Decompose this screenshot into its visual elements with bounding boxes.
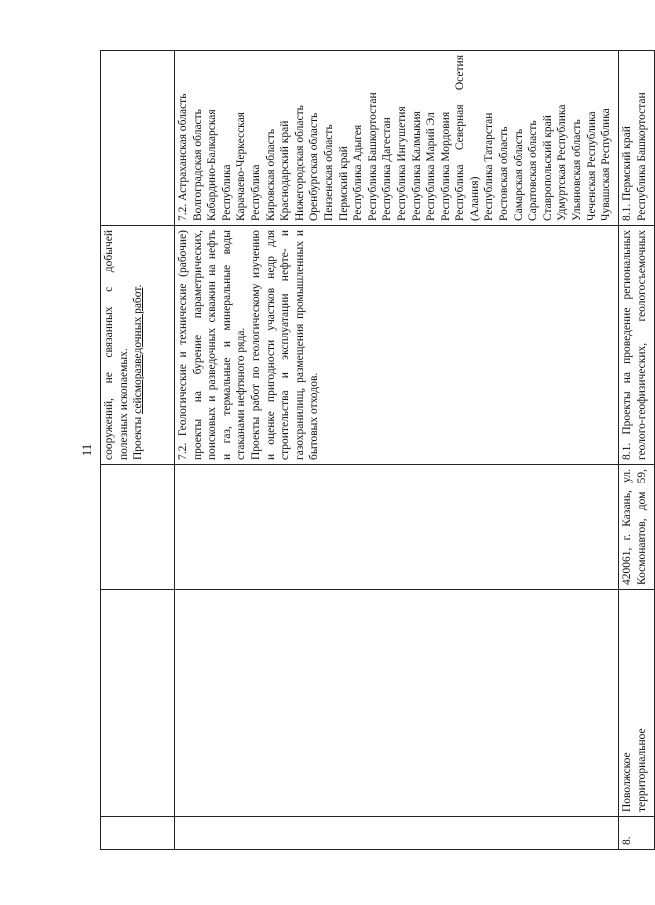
- region-item: Удмуртская Республика: [556, 104, 569, 221]
- cell-name: [101, 590, 175, 817]
- table-row: [101, 51, 175, 850]
- cell-regions: [175, 51, 619, 226]
- seismic-works-line: [131, 230, 146, 460]
- activity-line: стаканами нефтяного ряда.: [235, 327, 248, 460]
- activity-line: 8.1. Проекты на проведение региональных: [621, 230, 633, 460]
- address-line: 420061, г. Казань, ул.: [621, 469, 633, 585]
- region-item: Республика: [249, 164, 262, 221]
- region-item: Республика Ингушетия: [395, 106, 408, 221]
- address-line: Космонавтов, дом 59,: [635, 469, 648, 585]
- table-row: [175, 51, 619, 850]
- cell-activities: [619, 226, 655, 465]
- region-item: Республика Марий Эл: [425, 112, 438, 221]
- cell-activities: [175, 226, 619, 465]
- organization-name-line: Поволжское: [621, 752, 633, 812]
- cell-regions: [619, 51, 655, 226]
- region-item: Пермский край: [337, 146, 350, 221]
- region-item: Чеченская Республика: [585, 111, 598, 221]
- region-item: Республика Мордовия: [439, 111, 452, 221]
- cell-name: [619, 590, 655, 817]
- region-item: Республика Калмыкия: [410, 111, 423, 221]
- rotated-page-content: [70, 50, 648, 850]
- region-item: Пензенская область: [322, 124, 335, 221]
- activity-line: поисковых и разведочных скважин на нефть: [206, 230, 219, 460]
- region-item: Карачаево-Черкесская: [235, 112, 248, 221]
- cell-number: [175, 817, 619, 850]
- region-item: 8.1. Пермский край: [621, 126, 633, 221]
- activity-line: бытовых отходов.: [308, 372, 321, 460]
- region-item: Республика Башкортостан: [366, 92, 379, 221]
- activity-line: строительства и эксплуатации нефте- и: [279, 230, 292, 460]
- region-item: Кабардино-Балкарская: [206, 109, 219, 221]
- region-item: Волгоградская область: [191, 109, 204, 221]
- cell-activities: [101, 226, 175, 465]
- region-item: Ростовская область: [498, 126, 511, 221]
- cell-address: [101, 465, 175, 590]
- seismic-suffix: .: [132, 284, 145, 288]
- page-number: 11: [79, 443, 94, 457]
- region-item: Ульяновская область: [571, 119, 584, 221]
- region-item: (Алания): [468, 176, 481, 221]
- cell-number: 8.: [619, 817, 655, 850]
- activity-line: газохранилищ, размещения промышленных и: [293, 230, 306, 460]
- organization-name-line: территориальное: [635, 728, 648, 812]
- cell-name: [175, 590, 619, 817]
- seismic-prefix: Проекты: [132, 413, 145, 460]
- region-item: 7.2. Астраханская область: [177, 93, 189, 221]
- cell-address: [619, 465, 655, 590]
- region-item: Саратовская область: [527, 120, 540, 221]
- region-item: Республика Адыгея: [352, 124, 365, 221]
- cell-address: [175, 465, 619, 590]
- activity-line: 7.2. Геологические и технические (рабочие): [177, 230, 189, 460]
- activity-line: и оценке пригодности участков недр для: [264, 230, 277, 460]
- region-item: Самарская область: [512, 128, 525, 221]
- region-item: Республика Северная Осетия: [454, 55, 467, 221]
- table-row: [619, 51, 655, 850]
- activity-line: Проекты работ по геологическому изучению: [249, 230, 262, 460]
- activity-line: проекты на бурение параметрических,: [191, 230, 204, 460]
- region-item: Краснодарский край: [279, 120, 292, 221]
- activity-line: и газ, термальные и минеральные воды: [220, 230, 233, 460]
- cell-number: [101, 817, 175, 850]
- activity-line: сооружений, не связанных с добычей: [103, 230, 115, 460]
- seismic-underlined: сейсморазведочных работ: [132, 287, 145, 414]
- region-item: Оренбургская область: [308, 112, 321, 221]
- region-item: Кировская область: [264, 128, 277, 221]
- activity-line: геолого-геофизических, геологосъемочных: [635, 230, 648, 460]
- region-item: Республика: [220, 164, 233, 221]
- cell-regions: [101, 51, 175, 226]
- register-table: [100, 50, 655, 850]
- activity-line: полезных ископаемых.: [117, 348, 130, 460]
- region-item: Республика Дагестан: [381, 117, 394, 221]
- region-item: Чувашская Республика: [600, 108, 613, 221]
- region-item: Ставропольский край: [541, 115, 554, 221]
- region-item: Республика Башкортостан: [635, 92, 648, 221]
- region-item: Нижегородская область: [293, 105, 306, 221]
- region-item: Республика Татарстан: [483, 112, 496, 221]
